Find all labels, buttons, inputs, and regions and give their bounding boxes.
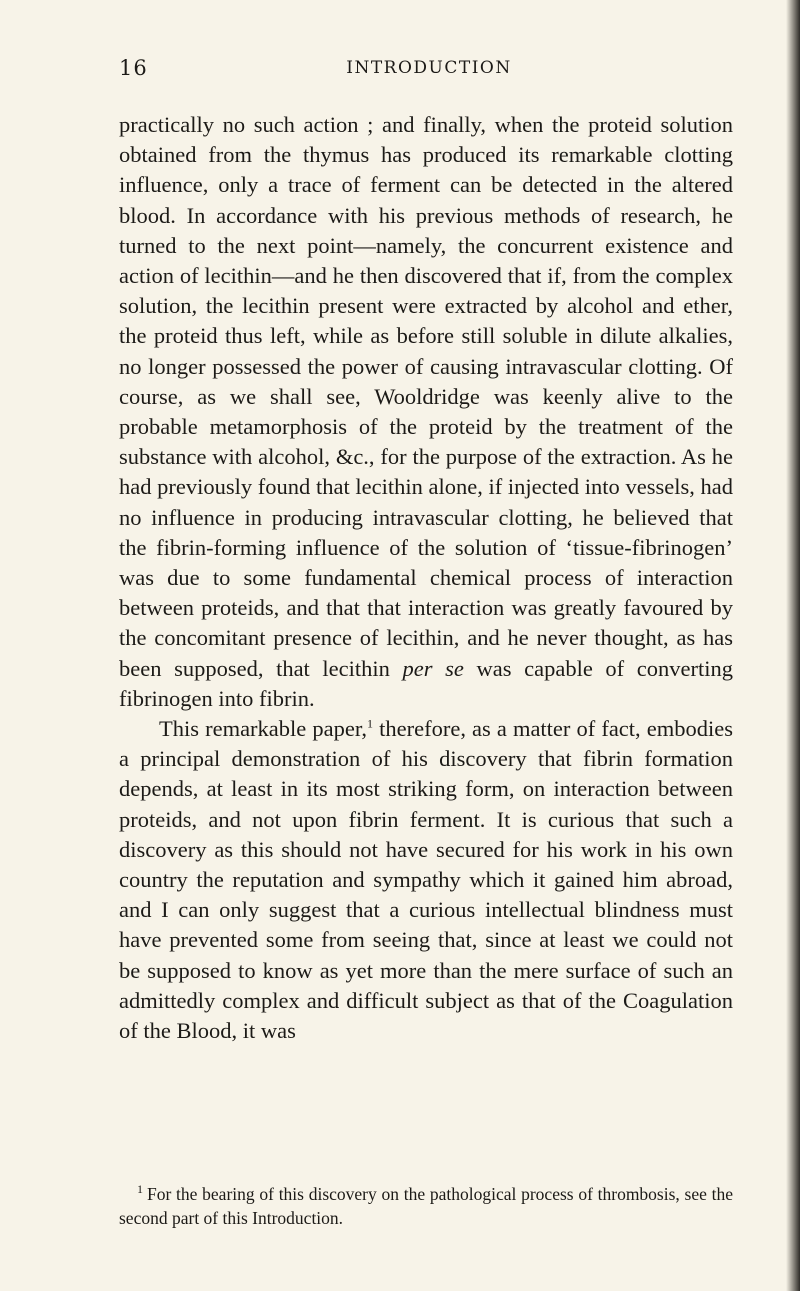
footnote-number: 1 (137, 1182, 143, 1197)
paragraph-text: practically no such action ; and finally, when the proteid solution obtained from the thymus has produced its remarkable clotting influence, only a trace of ferment can be detected in the altered blood. In accordance with his previous methods of research, he turned to the next point—namely, the concurrent existence and action of lecithin—and he then discovered that if, from the complex solution, the lecithin present were extracted by alcohol and ether, the proteid thus left, while as before still soluble in dilute alkalies, no longer possessed the power of causing intravascular clotting. Of course, as we shall see, Wooldridge was keenly alive to the probable metamorphosis of the proteid by the treatment of the substance with alcohol, &c., for the purpose of the extraction. As he had previously found that lecithin alone, if injected into vessels, had no influence in producing intravascular clotting, he believed that the fibrin-forming influence of the solution of ‘tissue-fibrinogen’ was due to some fundamental chemical process of interaction between proteids, and that that interaction was greatly favoured by the concomitant presence of lecithin, and he never thought, as has been supposed, that lecithin (119, 112, 733, 681)
paragraph-text: was capable of converting fibrinogen into fibrin. (119, 655, 734, 711)
page-header (119, 56, 739, 86)
running-head: INTRODUCTION (346, 58, 512, 78)
page-edge-shadow (786, 0, 800, 1291)
paragraph-text: This remarkable paper, (159, 716, 368, 742)
latin-phrase: per se (402, 655, 464, 681)
page-number: 16 (119, 56, 148, 80)
paragraph (119, 714, 733, 1046)
body-text (119, 110, 733, 1046)
footnote-reference[interactable]: 1 (367, 716, 374, 731)
paragraph-text: therefore, as a matter of fact, embodies a principal demonstration of his discovery that fibrin formation depends, at least in its most striking form, on interaction between proteids, and not upon fibrin ferment. It is curious that such a discovery as this should not have secured for his work in his own country the reputation and sympathy which it gained him abroad, and I can only suggest that a curious intellectual blindness must have prevented some from seeing that, since at least we could not be supposed to know as yet more than the mere surface of such an admittedly complex and difficult subject as that of the Coagulation of the Blood, it was (119, 716, 733, 1044)
footnote (119, 1182, 733, 1230)
paragraph (119, 110, 733, 714)
footnote-text: For the bearing of this discovery on the pathological process of thrombosis, see the second part of this Introduction. (119, 1184, 733, 1228)
